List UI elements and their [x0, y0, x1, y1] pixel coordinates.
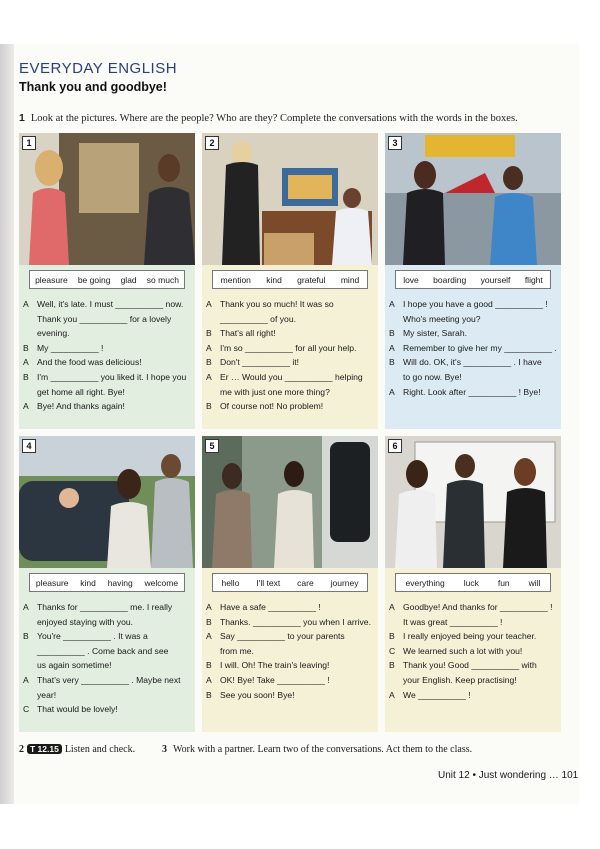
line-text: You're __________ . It was a — [37, 631, 148, 642]
conversation-line — [206, 629, 376, 644]
conversation-line — [23, 355, 193, 370]
conversation-line — [23, 399, 193, 414]
conversation-line — [206, 326, 376, 341]
speaker — [23, 326, 37, 341]
speaker: A — [23, 602, 29, 612]
speaker: A — [206, 342, 212, 353]
conversation-line — [23, 297, 193, 312]
conversation-line — [389, 615, 559, 630]
picture-number: 4 — [22, 439, 36, 453]
line-text: Thank you __________ for a lovely — [37, 313, 172, 324]
word-box — [395, 270, 551, 289]
line-text: Er … Would you __________ helping — [220, 371, 363, 382]
speaker — [389, 312, 403, 327]
speaker: B — [389, 357, 395, 368]
conversation-line — [23, 629, 193, 644]
photo-4 — [19, 436, 195, 568]
speaker: A — [23, 674, 29, 685]
line-text: It was great __________ ! — [403, 616, 503, 627]
line-text: Of course not! No problem! — [220, 401, 324, 412]
line-text: I hope you have a good __________ ! — [403, 299, 548, 309]
word-box — [212, 270, 368, 289]
line-text: That would be lovely! — [37, 704, 118, 715]
conversation-line — [389, 297, 559, 312]
picture-number: 1 — [22, 136, 36, 150]
speaker: B — [206, 616, 212, 627]
word: hello — [221, 577, 240, 588]
line-text: me with just one more thing? — [220, 386, 330, 397]
exercise-2-text: Listen and check. — [64, 744, 136, 755]
page-footer: Unit 12 • Just wondering … 101 — [438, 770, 579, 781]
line-text: Have a safe __________ ! — [220, 602, 321, 612]
conversation-line — [206, 297, 376, 312]
word: everything — [405, 577, 445, 588]
conversation-line — [206, 399, 376, 414]
conversation-line — [389, 385, 559, 400]
word: fun — [497, 577, 510, 588]
speaker — [23, 312, 37, 327]
speaker: A — [389, 602, 395, 612]
line-text: year! — [37, 689, 57, 700]
speaker — [206, 644, 220, 659]
word: pleasure — [35, 274, 68, 285]
photo-1 — [19, 133, 195, 265]
speaker: A — [206, 631, 212, 642]
speaker: A — [23, 299, 29, 309]
word: kind — [266, 274, 282, 285]
exercise-2 — [19, 744, 135, 755]
line-text: __________ of you. — [220, 313, 296, 324]
exercise-3 — [162, 744, 472, 755]
speaker — [389, 615, 403, 630]
line-text: My sister, Sarah. — [403, 328, 467, 339]
word: love — [403, 274, 419, 285]
speaker — [23, 688, 37, 703]
conversation-line — [23, 658, 193, 673]
line-text: Right. Look after __________ ! Bye! — [403, 386, 541, 397]
word: care — [297, 577, 314, 588]
line-text: We learned such a lot with you! — [403, 645, 523, 656]
line-text: evening. — [37, 328, 70, 339]
word: journey — [330, 577, 359, 588]
line-text: Bye! And thanks again! — [37, 401, 125, 412]
conversation-line — [206, 355, 376, 370]
word-box — [212, 573, 368, 592]
speaker: A — [206, 674, 212, 685]
line-text: We __________ ! — [403, 689, 471, 700]
conversation-line — [23, 341, 193, 356]
conversation-line — [389, 370, 559, 385]
speaker: C — [389, 645, 396, 656]
conversation-line — [389, 673, 559, 688]
line-text: I will. Oh! The train's leaving! — [220, 660, 330, 671]
word: pleasure — [35, 577, 69, 588]
conversation-line — [206, 370, 376, 385]
word: having — [107, 577, 133, 588]
conversation-line — [23, 688, 193, 703]
line-text: Thank you! Good __________ with — [403, 660, 537, 671]
speaker: A — [389, 386, 395, 397]
photo-3-illustration — [385, 133, 561, 265]
conversation-line — [206, 312, 376, 327]
word: kind — [80, 577, 96, 588]
line-text: from me. — [220, 645, 254, 656]
book-spine-shadow — [0, 44, 14, 804]
conversation — [206, 600, 376, 702]
line-text: Remember to give her my __________ . — [403, 342, 557, 353]
conversation-line — [206, 658, 376, 673]
conversation-line — [389, 600, 559, 615]
speaker — [23, 615, 37, 630]
conversation-line — [206, 688, 376, 703]
line-text: Thanks. __________ you when I arrive. — [220, 616, 371, 627]
conversation — [389, 297, 559, 399]
word-box — [395, 573, 551, 592]
conversation-line — [389, 312, 559, 327]
exercise-2-number: 2 — [19, 744, 24, 755]
speaker: B — [389, 631, 395, 642]
line-text: your English. Keep practising! — [403, 674, 517, 685]
conversation-line — [23, 615, 193, 630]
conversation-line — [23, 312, 193, 327]
speaker: B — [23, 371, 29, 382]
conversation-line — [206, 615, 376, 630]
conversation — [23, 297, 193, 414]
line-text: Don't __________ it! — [220, 357, 300, 368]
word: glad — [120, 274, 137, 285]
line-text: Well, it's late. I must __________ now. — [37, 299, 184, 309]
conversation-line — [23, 600, 193, 615]
conversation-line — [23, 702, 193, 717]
line-text: us again sometime! — [37, 660, 112, 671]
panel-4 — [19, 436, 195, 732]
section-title: EVERYDAY ENGLISH — [19, 60, 178, 77]
line-text: I'm so __________ for all your help. — [220, 342, 357, 353]
speaker: B — [389, 328, 395, 339]
speaker: A — [389, 299, 395, 309]
line-text: I'm __________ you liked it. I hope you — [37, 371, 187, 382]
conversation — [206, 297, 376, 414]
line-text: That's very __________ . Maybe next — [37, 674, 181, 685]
photo-2-illustration — [202, 133, 378, 265]
speaker — [23, 658, 37, 673]
speaker: A — [23, 401, 29, 412]
photo-5-illustration — [202, 436, 378, 568]
conversation-line — [389, 644, 559, 659]
speaker — [206, 312, 220, 327]
line-text: OK! Bye! Take __________ ! — [220, 674, 330, 685]
speaker: B — [206, 401, 212, 412]
speaker — [389, 370, 403, 385]
word: yourself — [480, 274, 511, 285]
conversation-line — [206, 673, 376, 688]
conversation-line — [23, 385, 193, 400]
word: mind — [340, 274, 360, 285]
speaker — [389, 673, 403, 688]
speaker: B — [206, 660, 212, 671]
word: boarding — [433, 274, 467, 285]
exercise-1-number: 1 — [19, 112, 25, 124]
line-text: Say __________ to your parents — [220, 631, 345, 642]
conversation-line — [206, 385, 376, 400]
conversation — [23, 600, 193, 717]
exercise-3-number: 3 — [162, 744, 167, 755]
conversation-line — [389, 355, 559, 370]
conversation-line — [389, 341, 559, 356]
photo-6-illustration — [385, 436, 561, 568]
photo-4-illustration — [19, 436, 195, 568]
conversation-line — [389, 629, 559, 644]
panel-5 — [202, 436, 378, 732]
speaker: B — [389, 660, 395, 671]
line-text: That's all right! — [220, 328, 276, 339]
panel-1 — [19, 133, 195, 429]
conversation-line — [206, 341, 376, 356]
photo-5 — [202, 436, 378, 568]
word: flight — [524, 274, 543, 285]
line-text: to go now. Bye! — [403, 371, 462, 382]
photo-1-illustration — [19, 133, 195, 265]
speaker — [23, 385, 37, 400]
word: be going — [77, 274, 111, 285]
speaker: A — [206, 371, 212, 382]
line-text: enjoyed staying with you. — [37, 616, 134, 627]
speaker: A — [23, 357, 29, 368]
line-text: Thanks for __________ me. I really — [37, 602, 173, 612]
word: luck — [463, 577, 479, 588]
picture-number: 6 — [388, 439, 402, 453]
conversation-line — [206, 644, 376, 659]
line-text: Who's meeting you? — [403, 313, 481, 324]
speaker: C — [23, 704, 30, 715]
conversation-line — [23, 673, 193, 688]
panel-2 — [202, 133, 378, 429]
conversation-line — [389, 658, 559, 673]
word: mention — [220, 274, 251, 285]
speaker: A — [389, 342, 395, 353]
line-text: Goodbye! And thanks for __________ ! — [403, 602, 553, 612]
exercise-1-instruction — [19, 112, 579, 124]
speaker: B — [206, 328, 212, 339]
photo-2 — [202, 133, 378, 265]
exercise-3-text: Work with a partner. Learn two of the conversations. Act them to the class. — [173, 744, 473, 755]
speaker — [206, 385, 220, 400]
line-text: I really enjoyed being your teacher. — [403, 631, 537, 642]
line-text: Will do. OK, it's __________ . I have — [403, 357, 542, 368]
photo-3 — [385, 133, 561, 265]
word: so much — [146, 274, 179, 285]
panel-6 — [385, 436, 561, 732]
conversation-line — [23, 370, 193, 385]
conversation-line — [206, 600, 376, 615]
conversation-line — [23, 644, 193, 659]
speaker: B — [23, 631, 29, 642]
picture-number: 2 — [205, 136, 219, 150]
line-text: And the food was delicious! — [37, 357, 142, 368]
conversation-line — [389, 688, 559, 703]
line-text: See you soon! Bye! — [220, 689, 295, 700]
line-text: Thank you so much! It was so — [220, 299, 334, 309]
speaker: B — [206, 689, 212, 700]
speaker: B — [206, 357, 212, 368]
speaker: A — [389, 689, 395, 700]
conversation — [389, 600, 559, 702]
picture-number: 3 — [388, 136, 402, 150]
conversation-line — [23, 326, 193, 341]
conversation-line — [389, 326, 559, 341]
photo-6 — [385, 436, 561, 568]
speaker — [23, 644, 37, 659]
panel-3 — [385, 133, 561, 429]
word: will — [528, 577, 541, 588]
word: grateful — [297, 274, 326, 285]
audio-track-badge[interactable]: T 12.15 — [27, 744, 62, 754]
word: I'll text — [256, 577, 281, 588]
speaker: A — [206, 602, 212, 612]
picture-number: 5 — [205, 439, 219, 453]
line-text: My __________ ! — [37, 342, 104, 353]
speaker: A — [206, 299, 212, 309]
line-text: __________ . Come back and see — [37, 645, 169, 656]
exercise-1-text: Look at the pictures. Where are the people? Who are they? Complete the conversations with the words in the boxes. — [30, 113, 518, 124]
line-text: get home all right. Bye! — [37, 386, 125, 397]
word-box — [29, 573, 185, 592]
speaker: B — [23, 342, 29, 353]
word: welcome — [144, 577, 179, 588]
word-box — [29, 270, 185, 289]
section-subtitle: Thank you and goodbye! — [19, 80, 167, 94]
